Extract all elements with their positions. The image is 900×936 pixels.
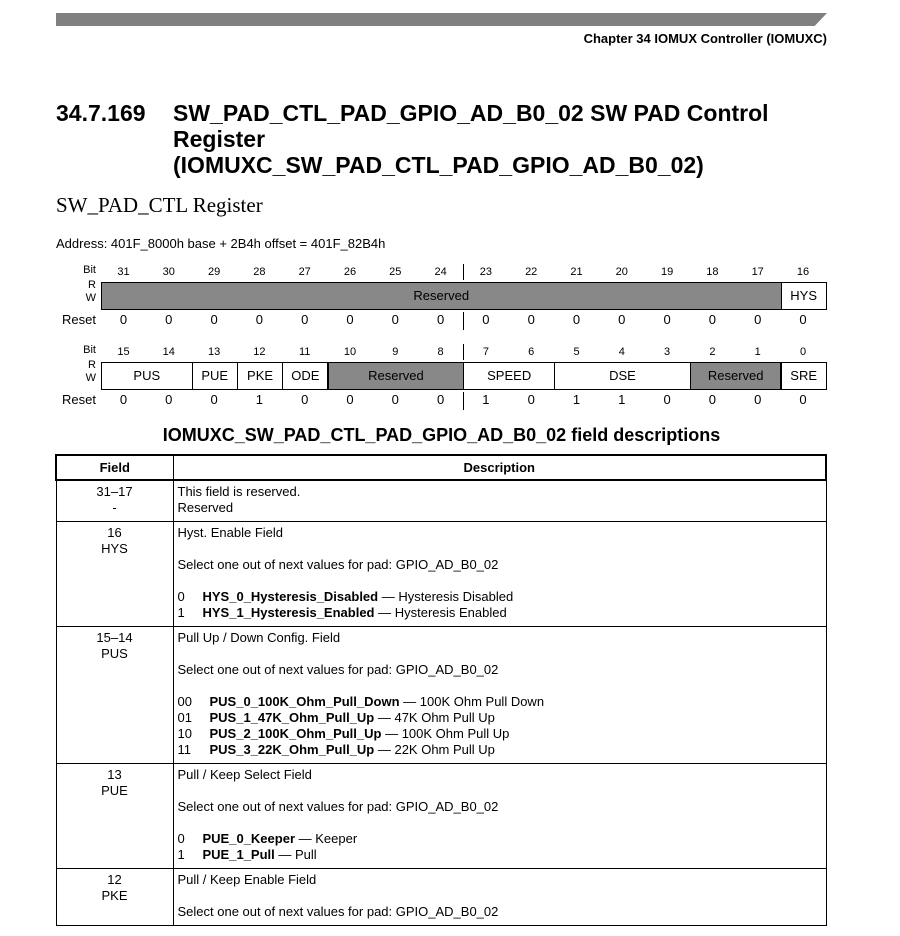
bit-number: 30	[162, 266, 175, 278]
byte-divider	[463, 392, 464, 410]
enum-value	[178, 831, 822, 847]
enum-name: PUE_0_Keeper	[202, 831, 295, 846]
reset-value: 0	[391, 312, 399, 327]
table-row	[56, 480, 826, 522]
spacer	[178, 678, 822, 694]
reset-value: 0	[799, 312, 807, 327]
bit-number: 23	[479, 266, 493, 278]
reset-value: 0	[165, 392, 173, 407]
select-instruction: Select one out of next values for pad: GPIO_AD_B0_02	[177, 799, 499, 814]
enum-name: HYS_0_Hysteresis_Disabled	[202, 589, 379, 604]
reset-value: 0	[482, 312, 490, 327]
spacer	[178, 573, 822, 589]
field-bits: 16	[107, 525, 122, 540]
bit-number: 10	[343, 346, 357, 358]
enum-value	[178, 605, 822, 621]
enum-code: 0	[177, 589, 185, 604]
bit-number: 12	[253, 346, 266, 358]
enum-description: — Keeper	[298, 831, 358, 846]
read-label: R	[88, 279, 96, 291]
reset-value: 0	[391, 392, 399, 407]
bit-number: 0	[799, 346, 807, 358]
reset-value: 1	[572, 392, 581, 407]
reset-value: 0	[527, 312, 535, 327]
reset-value: 1	[618, 392, 626, 407]
enum-name: PUS_3_22K_Ohm_Pull_Up	[209, 742, 375, 757]
reset-value: 0	[436, 312, 445, 327]
section-title-line-1: SW_PAD_CTL_PAD_GPIO_AD_B0_02 SW PAD Control	[173, 100, 769, 126]
byte-divider	[463, 344, 464, 360]
reset-value: 0	[663, 392, 671, 407]
description-cell	[173, 480, 826, 522]
bit-number: 6	[528, 346, 535, 358]
bit-number: 14	[162, 346, 175, 358]
header-rule	[56, 13, 827, 26]
enum-code: 11	[177, 742, 191, 757]
register-field-speed: SPEED	[463, 362, 555, 390]
enum-description: — 47K Ohm Pull Up	[377, 710, 495, 725]
reset-value: 0	[210, 392, 218, 407]
description-cell	[173, 522, 826, 627]
description-title: Pull Up / Down Config. Field	[177, 630, 341, 645]
enum-value	[178, 726, 822, 742]
field-bits: 31–17	[96, 484, 133, 499]
bit-number: 3	[664, 346, 671, 358]
enum-name: HYS_1_Hysteresis_Enabled	[202, 605, 375, 620]
byte-divider	[463, 312, 464, 330]
register-field-reserved: Reserved	[328, 362, 465, 390]
description-column-header: Description	[173, 455, 826, 480]
chapter-header: Chapter 34 IOMUX Controller (IOMUXC)	[583, 31, 827, 46]
register-field-pus: PUS	[101, 362, 193, 390]
spacer	[178, 815, 822, 831]
enum-name: PUS_2_100K_Ohm_Pull_Up	[209, 726, 382, 741]
register-field-pke: PKE	[237, 362, 283, 390]
enum-code: 10	[177, 726, 192, 741]
bit-number: 4	[618, 346, 625, 358]
field-bits: 15–14	[96, 630, 133, 645]
table-row	[56, 522, 826, 627]
bit-number: 28	[253, 266, 266, 278]
reset-value: 0	[527, 392, 535, 407]
description-cell	[173, 627, 826, 764]
bit-number: 29	[207, 266, 221, 278]
write-label: W	[85, 292, 96, 304]
bit-number: 17	[751, 266, 764, 278]
reset-value: 0	[708, 312, 716, 327]
field-name: HYS	[101, 541, 128, 556]
enum-description: — 22K Ohm Pull Up	[377, 742, 495, 757]
field-column-header: Field	[56, 455, 173, 480]
description-cell	[173, 764, 826, 869]
enum-value	[178, 694, 822, 710]
reset-label: Reset	[62, 312, 96, 327]
enum-name: PUS_0_100K_Ohm_Pull_Down	[209, 694, 400, 709]
bit-number: 11	[298, 346, 311, 358]
reset-value: 0	[754, 392, 762, 407]
reset-value: 0	[572, 312, 581, 327]
register-diagram-lower	[56, 344, 836, 414]
enum-description: — 100K Ohm Pull Up	[385, 726, 510, 741]
reset-value: 0	[119, 392, 128, 407]
bit-number: 22	[525, 266, 538, 278]
reset-value: 0	[301, 392, 309, 407]
enum-description: — Hysteresis Enabled	[378, 605, 507, 620]
reset-value: 1	[482, 392, 490, 407]
bit-number: 2	[709, 346, 716, 358]
register-field-pue: PUE	[192, 362, 238, 390]
field-cell	[56, 764, 173, 869]
reset-value: 0	[165, 312, 173, 327]
bit-number: 21	[570, 266, 583, 278]
bit-number: 18	[706, 266, 719, 278]
description-title: Pull / Keep Select Field	[177, 767, 312, 782]
bit-number: 7	[482, 346, 489, 358]
field-name: PUE	[101, 783, 128, 798]
reset-value: 0	[210, 312, 218, 327]
reset-value: 0	[346, 312, 354, 327]
reset-value: 0	[301, 312, 309, 327]
field-cell	[56, 627, 173, 764]
enum-description: — Hysteresis Disabled	[381, 589, 514, 604]
table-row	[56, 869, 826, 926]
description-cell	[173, 869, 826, 926]
enum-value	[178, 742, 822, 758]
bit-label: Bit	[83, 344, 96, 356]
bit-number: 15	[117, 346, 130, 358]
description-title: This field is reserved.	[177, 484, 301, 499]
bit-number: 16	[796, 266, 810, 278]
enum-code: 01	[177, 710, 192, 725]
register-field-reserved: Reserved	[690, 362, 782, 390]
bit-number: 5	[573, 346, 580, 358]
bit-number: 20	[615, 266, 628, 278]
reset-value: 0	[799, 392, 807, 407]
select-instruction: Select one out of next values for pad: GPIO_AD_B0_02	[177, 557, 499, 572]
table-row	[56, 627, 826, 764]
enum-code: 1	[177, 605, 185, 620]
enum-name: PUE_1_Pull	[202, 847, 275, 862]
reset-value: 0	[436, 392, 445, 407]
reset-value: 0	[663, 312, 671, 327]
register-field-sre: SRE	[781, 362, 827, 390]
field-cell	[56, 869, 173, 926]
field-cell	[56, 480, 173, 522]
select-instruction: Select one out of next values for pad: GPIO_AD_B0_02	[177, 662, 499, 677]
register-address: Address: 401F_8000h base + 2B4h offset = 401F_82B4h	[56, 236, 386, 251]
register-field-dse: DSE	[554, 362, 691, 390]
register-field-ode: ODE	[282, 362, 328, 390]
enum-value	[178, 589, 822, 605]
bit-label: Bit	[83, 264, 96, 276]
enum-value	[178, 710, 822, 726]
enum-description: — 100K Ohm Pull Down	[403, 694, 545, 709]
bit-number: 24	[434, 266, 447, 278]
read-label: R	[88, 359, 96, 371]
field-bits: 12	[107, 872, 122, 887]
byte-divider	[463, 264, 464, 280]
enum-description: — Pull	[278, 847, 317, 862]
field-bits: 13	[107, 767, 122, 782]
register-field-hys: HYS	[781, 282, 827, 310]
enum-code: 1	[177, 847, 185, 862]
enum-name: PUS_1_47K_Ohm_Pull_Up	[209, 710, 375, 725]
reset-value: 0	[754, 312, 762, 327]
field-table-title: IOMUXC_SW_PAD_CTL_PAD_GPIO_AD_B0_02 field descriptions	[162, 425, 721, 445]
reset-label: Reset	[62, 392, 96, 407]
enum-value	[178, 847, 822, 863]
write-label: W	[85, 372, 96, 384]
reset-value: 0	[119, 312, 128, 327]
field-name: -	[112, 500, 117, 515]
reset-value: 0	[618, 312, 626, 327]
section-title-line-3: (IOMUXC_SW_PAD_CTL_PAD_GPIO_AD_B0_02)	[173, 152, 704, 178]
select-instruction: Select one out of next values for pad: GPIO_AD_B0_02	[177, 904, 499, 919]
description-text: Reserved	[177, 500, 234, 515]
section-title	[173, 100, 833, 178]
bit-number: 9	[392, 346, 399, 358]
field-cell	[56, 522, 173, 627]
field-name: PKE	[101, 888, 128, 903]
bit-number: 31	[117, 266, 130, 278]
reset-value: 0	[708, 392, 716, 407]
bit-number: 13	[207, 346, 221, 358]
bit-number: 27	[298, 266, 311, 278]
register-field-reserved: Reserved	[101, 282, 782, 310]
bit-number: 1	[754, 346, 761, 358]
register-subtitle: SW_PAD_CTL Register	[56, 193, 263, 217]
section-number: 34.7.169	[56, 100, 146, 126]
reset-value: 0	[346, 392, 354, 407]
bit-number: 8	[437, 346, 444, 358]
field-descriptions-table	[55, 454, 827, 926]
section-title-line-2: Register	[173, 126, 266, 152]
bit-number: 26	[343, 266, 357, 278]
register-diagram-upper	[56, 264, 836, 334]
enum-code: 0	[177, 831, 185, 846]
description-title: Hyst. Enable Field	[177, 525, 283, 540]
reset-value: 0	[255, 312, 263, 327]
bit-number: 19	[660, 266, 674, 278]
field-name: PUS	[101, 646, 128, 661]
table-row	[56, 764, 826, 869]
description-title: Pull / Keep Enable Field	[177, 872, 317, 887]
enum-code: 00	[177, 694, 192, 709]
bit-number: 25	[389, 266, 402, 278]
reset-value: 1	[255, 392, 263, 407]
